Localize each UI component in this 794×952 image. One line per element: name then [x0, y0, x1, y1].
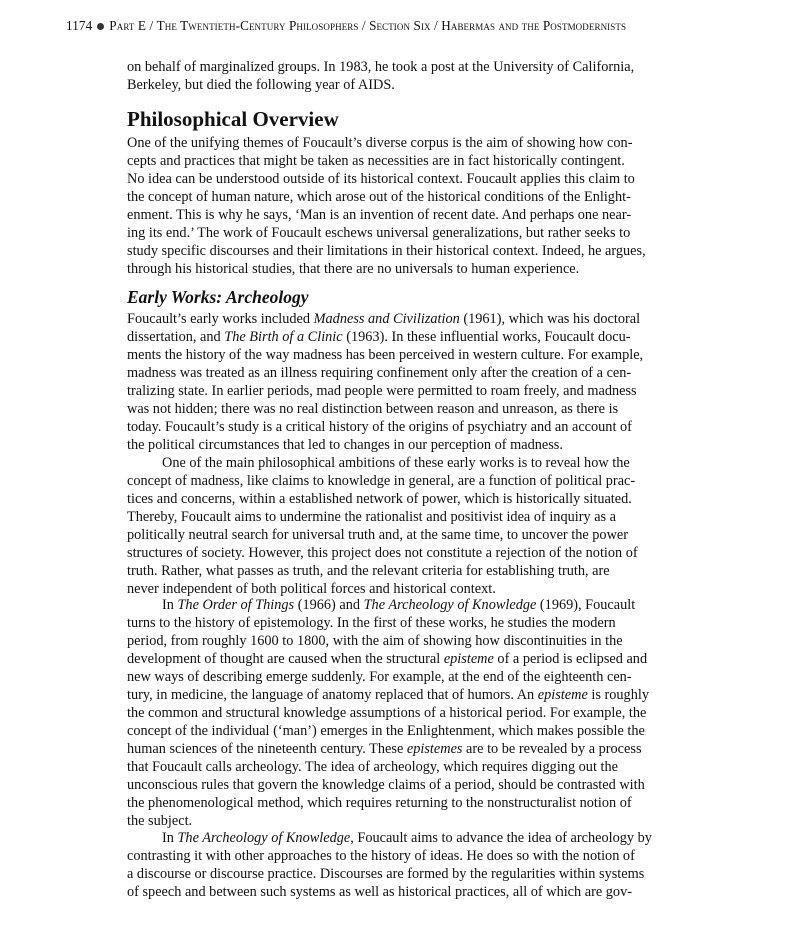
page-number: 1174	[66, 18, 93, 33]
text: of a period is eclipsed and	[493, 651, 648, 667]
bullet-icon	[96, 22, 106, 32]
body-line	[127, 328, 631, 346]
header-separator: /	[149, 18, 154, 33]
body-line	[127, 686, 649, 704]
body-line: new ways of describing emerge suddenly. For example, at the end of the eighteenth cen-	[127, 669, 632, 685]
body-line	[127, 596, 635, 614]
body-line: ing its end.’ The work of Foucault eschews universal generalizations, but rather seeks to	[127, 225, 631, 241]
body-line: never independent of both political forces and historical context.	[127, 581, 496, 597]
body-line: was not hidden; there was no real distinction between reason and unreason, as there is	[127, 401, 619, 417]
header-book-section: The Twentieth-Century Philosophers	[156, 18, 359, 33]
body-line: the common and structural knowledge assumptions of a historical period. For example, the	[127, 705, 647, 721]
term: episteme	[443, 651, 494, 667]
body-line: concept of madness, like claims to knowledge in general, are a function of political prac-	[127, 473, 636, 489]
book-title: Madness and Civilization	[313, 311, 460, 327]
body-line: turns to the history of epistemology. In the first of these works, he studies the modern	[127, 615, 616, 631]
book-title: The Birth of a Clinic	[224, 329, 343, 345]
body-line: a discourse or discourse practice. Discourses are formed by the regularities within systems	[127, 866, 645, 882]
text: , Foucault aims to advance the idea of archeology by	[350, 830, 652, 846]
body-line: tralizing state. In earlier periods, mad people were permitted to roam freely, and madness	[127, 383, 637, 399]
subsection-heading: Early Works: Archeology	[127, 287, 309, 307]
body-line	[127, 650, 647, 668]
body-line	[127, 740, 642, 758]
header-separator: /	[361, 18, 366, 33]
body-line: on behalf of marginalized groups. In 1983, he took a post at the University of California,	[127, 59, 635, 75]
body-line: unconscious rules that govern the knowledge claims of a period, should be contrasted with	[127, 777, 645, 793]
text: (1963). In these influential works, Foucault docu-	[342, 329, 631, 345]
body-line: contrasting it with other approaches to the history of ideas. He does so with the notion of	[127, 848, 635, 864]
header-separator: /	[434, 18, 438, 33]
text: tury, in medicine, the language of anatomy replaced that of humors. An	[127, 687, 538, 703]
body-line	[127, 310, 640, 328]
body-line: the political circumstances that led to changes in our perception of madness.	[127, 437, 563, 453]
text: (1966) and	[294, 597, 364, 613]
body-line: the subject.	[127, 813, 193, 829]
body-line: the phenomenological method, which requires returning to the nonstructuralist notion of	[127, 795, 632, 811]
book-title: The Archeology of Knowledge	[177, 830, 351, 846]
text: is roughly	[587, 687, 649, 703]
body-line: cepts and practices that might be taken as necessities are in fact historically contingent.	[127, 153, 625, 169]
body-line: madness was treated as an illness requiring confinement only after the creation of a cen-	[127, 365, 632, 381]
body-line: study specific discourses and their limitations in their historical context. Indeed, he argues,	[127, 243, 646, 259]
body-line: structures of society. However, this project does not constitute a rejection of the notion of	[127, 545, 638, 561]
text: Foucault’s early works included	[127, 311, 314, 327]
text: (1961), which was his doctoral	[459, 311, 641, 327]
running-header	[66, 18, 626, 34]
text: human sciences of the nineteenth century. These	[127, 741, 407, 757]
body-line: One of the unifying themes of Foucault’s diverse corpus is the aim of showing how con-	[127, 135, 633, 151]
text: are to be revealed by a process	[462, 741, 642, 757]
body-line: through his historical studies, that there are no universals to human experience.	[127, 261, 580, 277]
header-section: Section Six	[369, 18, 431, 33]
term: episteme	[537, 687, 588, 703]
body-line: ments the history of the way madness has been perceived in western culture. For example,	[127, 347, 644, 363]
body-line: truth. Rather, what passes as truth, and the relevant criteria for establishing truth, are	[127, 563, 610, 579]
body-line: politically neutral search for universal truth and, at the same time, to uncover the power	[127, 527, 629, 543]
book-title: The Order of Things	[177, 597, 295, 613]
body-line: that Foucault calls archeology. The idea of archeology, which requires digging out the	[127, 759, 618, 775]
text: dissertation, and	[127, 329, 225, 345]
body-line: No idea can be understood outside of its historical context. Foucault applies this claim to	[127, 171, 635, 187]
text: In	[162, 830, 178, 846]
body-line: One of the main philosophical ambitions of these early works is to reveal how the	[162, 455, 630, 471]
body-line: period, from roughly 1600 to 1800, with the aim of showing how discontinuities in the	[127, 633, 623, 649]
text: In	[162, 597, 178, 613]
body-line: tices and concerns, within a established network of power, which is historically situated.	[127, 491, 632, 507]
body-line: Berkeley, but died the following year of AIDS.	[127, 77, 395, 93]
body-line: Thereby, Foucault aims to undermine the rationalist and positivist idea of inquiry as a	[127, 509, 617, 525]
text: (1969), Foucault	[536, 597, 636, 613]
header-part: Part E	[109, 18, 147, 33]
term: epistemes	[406, 741, 463, 757]
body-line: of speech and between such systems as well as historical practices, all of which are gov-	[127, 884, 632, 900]
body-line: today. Foucault’s study is a critical history of the origins of psychiatry and an account of	[127, 419, 632, 435]
text: development of thought are caused when the structural	[127, 651, 444, 667]
section-heading: Philosophical Overview	[127, 107, 339, 131]
header-chapter: Habermas and the Postmodernists	[441, 18, 627, 33]
book-title: The Archeology of Knowledge	[363, 597, 537, 613]
body-line: the concept of human nature, which arose out of the historical conditions of the Enlight-	[127, 189, 631, 205]
body-line: concept of the individual (‘man’) emerges in the Enlightenment, which makes possible the	[127, 723, 645, 739]
body-line: enment. This is why he says, ‘Man is an invention of recent date. And perhaps one near-	[127, 207, 632, 223]
body-line	[127, 829, 652, 847]
